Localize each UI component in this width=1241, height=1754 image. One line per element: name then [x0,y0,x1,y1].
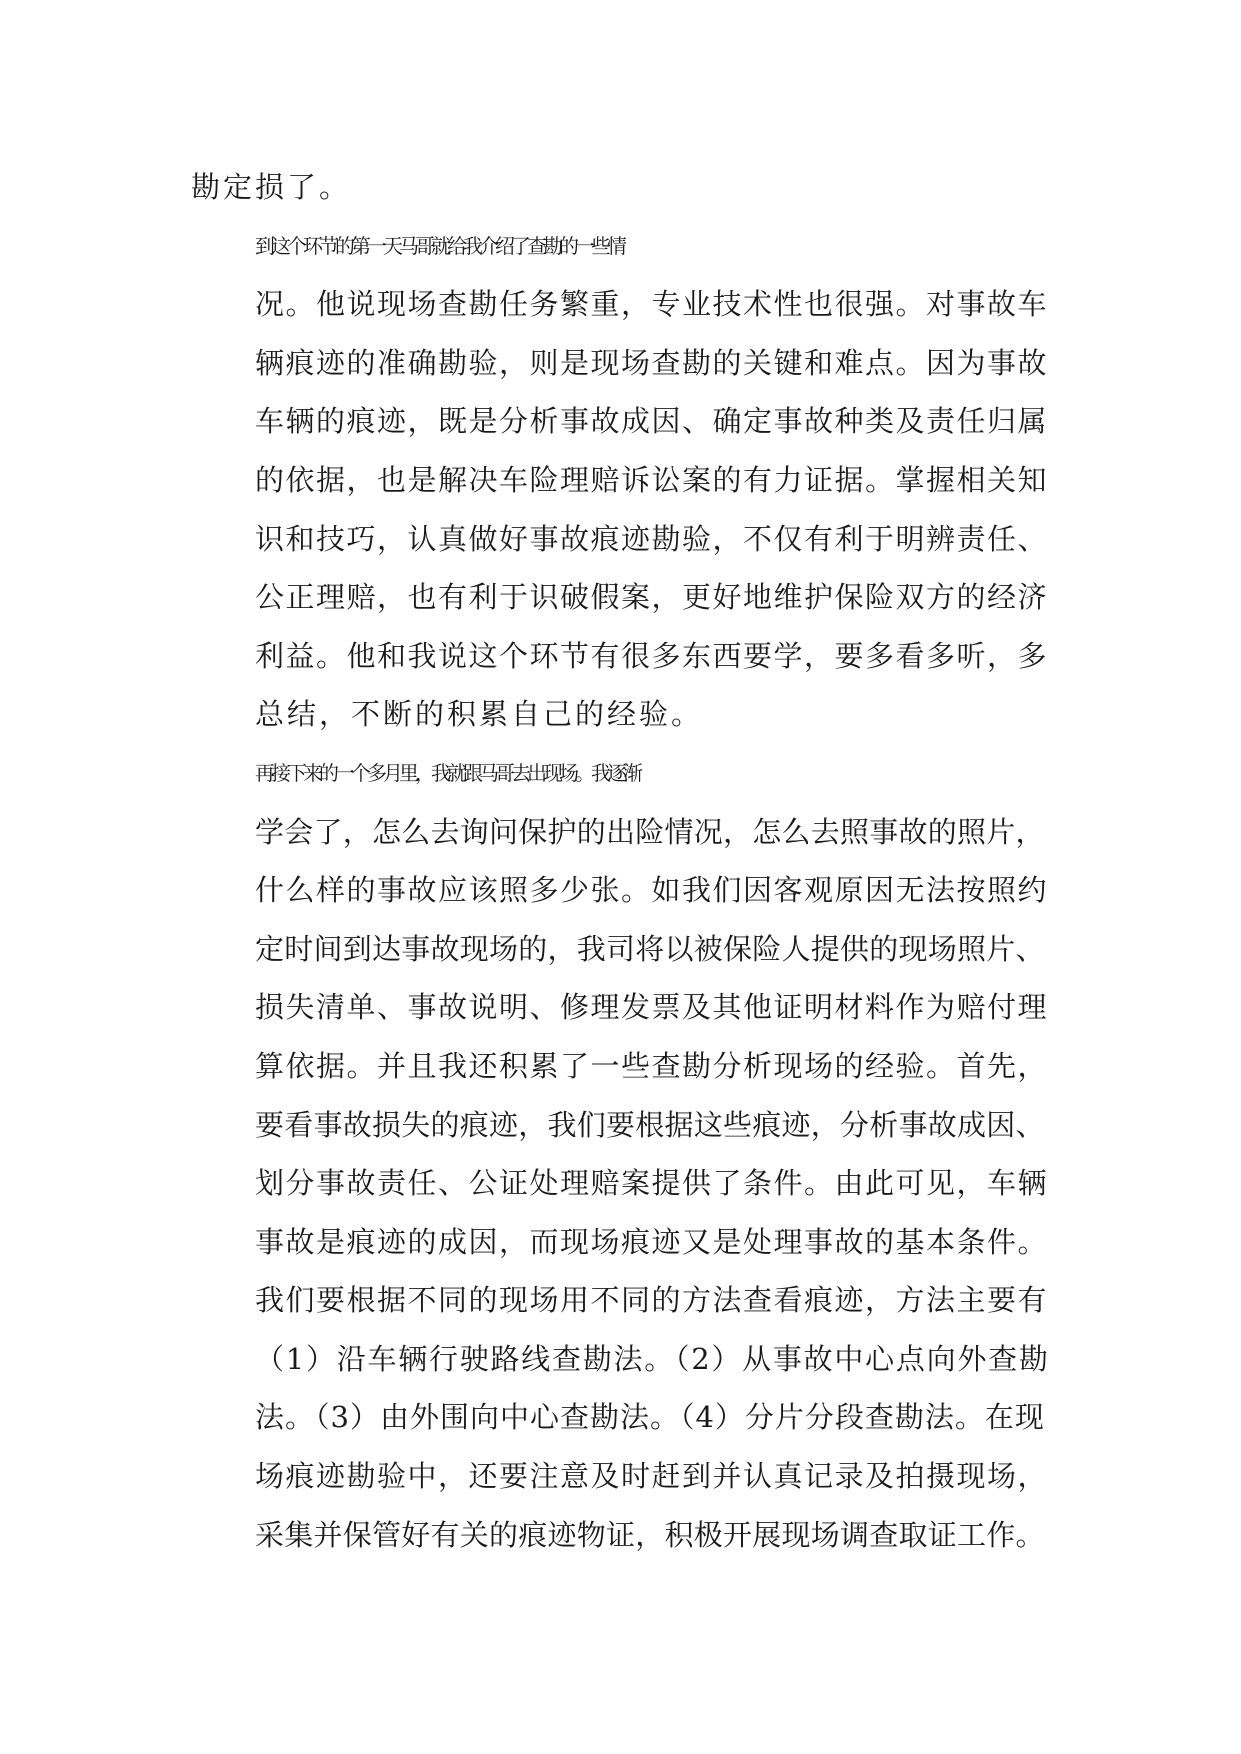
text-line: 再接下来的一个多月里，我就跟马哥去出现场。我逐渐 [255,760,639,785]
document-body [191,158,1051,1564]
text-line: 事故是痕迹的成因，而现场痕迹又是处理事故的基本条件。 [255,1224,1049,1259]
text-line: 采集并保管好有关的痕迹物证，积极开展现场调查取证工作。 [255,1517,1045,1552]
text-line: 总结，不断的积累自己的经验。 [255,697,704,732]
text-line: 损失清单、事故说明、修理发票及其他证明材料作为赔付理 [255,990,1049,1025]
text-line: 利益。他和我说这个环节有很多东西要学，要多看多听，多 [255,638,1049,673]
text-line: 的依据，也是解决车险理赔诉讼案的有力证据。掌握相关知 [255,462,1049,497]
text-line: 况。他说现场查勘任务繁重，专业技术性也很强。对事故车 [255,287,1049,322]
text-line: 什么样的事故应该照多少张。如我们因客观原因无法按照约 [255,873,1049,908]
text-line: 辆痕迹的准确勘验，则是现场查勘的关键和难点。因为事故 [255,345,1049,380]
text-line: 要看事故损失的痕迹，我们要根据这些痕迹，分析事故成因、 [255,1107,1045,1142]
text-line: 到这个环节的第一天马哥就给我介绍了查勘的一些情 [255,233,623,258]
text-line: 学会了，怎么去询问保护的出险情况，怎么去照事故的照片， [255,814,1045,849]
text-line: 场痕迹勘验中，还要注意及时赶到并认真记录及拍摄现场， [255,1459,1049,1494]
text-line: 公正理赔，也有利于识破假案，更好地维护保险双方的经济 [255,580,1049,615]
paragraph-2 [191,217,1051,744]
text-line: 定时间到达事故现场的，我司将以被保险人提供的现场照片、 [255,931,1045,966]
paragraph-1 [191,158,1051,217]
text-line: 识和技巧，认真做好事故痕迹勘验，不仅有利于明辨责任、 [255,521,1049,556]
text-line: 车辆的痕迹，既是分析事故成因、确定事故种类及责任归属 [255,404,1049,439]
paragraph-3 [191,744,1051,1564]
text-line: 算依据。并且我还积累了一些查勘分析现场的经验。首先， [255,1048,1049,1083]
text-line: （1）沿车辆行驶路线查勘法。（2）从事故中心点向外查勘 [255,1341,1050,1376]
text-line: 勘定损了。 [191,170,352,204]
text-line: 法。（3）由外围向中心查勘法。（4）分片分段查勘法。在现 [255,1400,1045,1435]
text-line: 划分事故责任、公证处理赔案提供了条件。由此可见，车辆 [255,1166,1049,1201]
text-line: 我们要根据不同的现场用不同的方法查看痕迹，方法主要有 [255,1283,1049,1318]
